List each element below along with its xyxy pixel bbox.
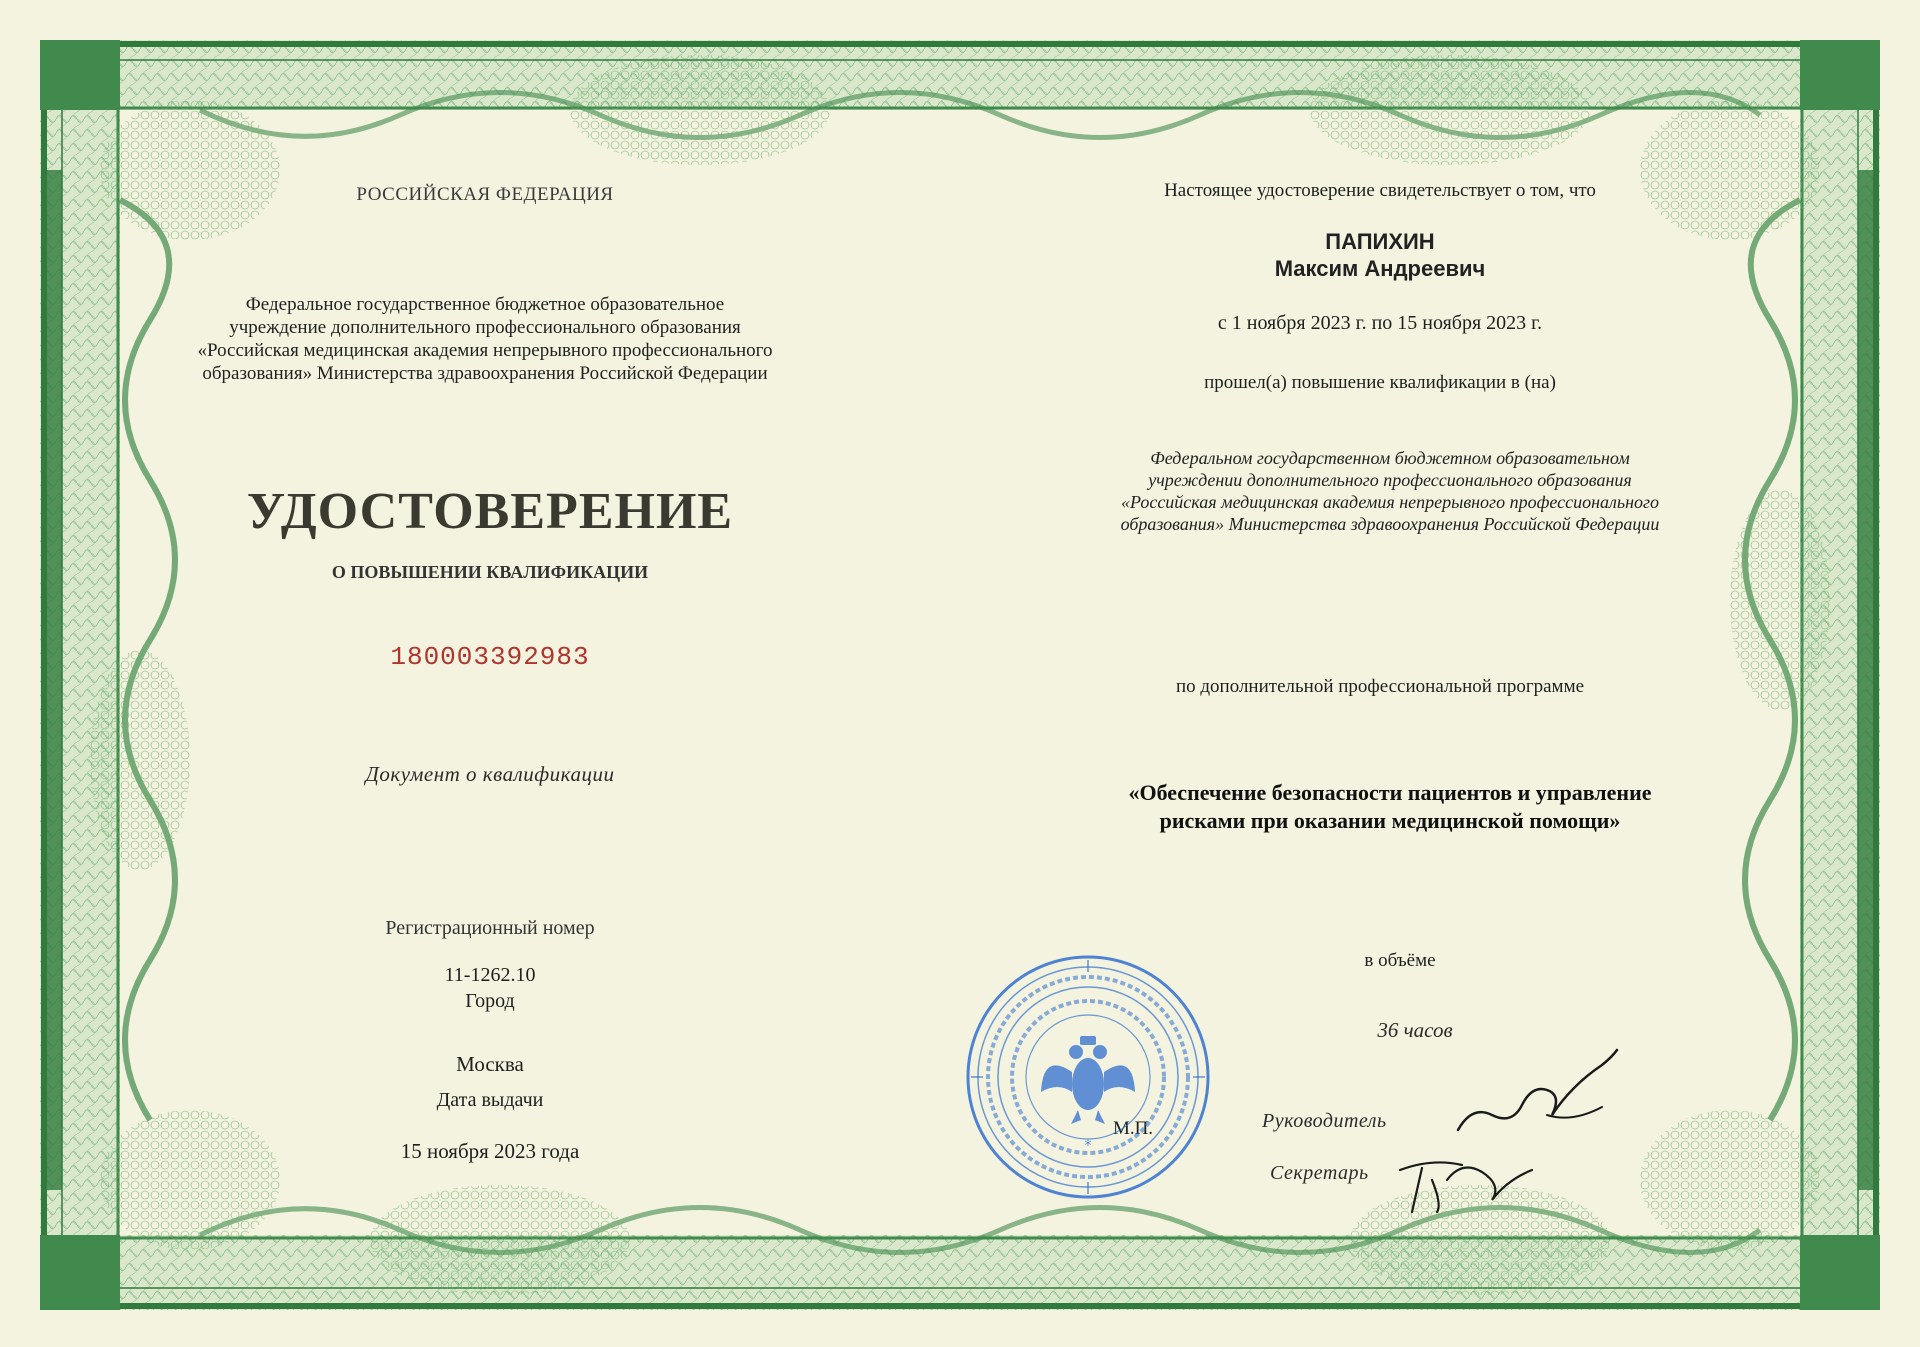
volume-hours: 36 часов <box>1377 1018 1453 1042</box>
holder-surname: ПАПИХИН <box>1325 229 1435 254</box>
secretary-signature <box>1392 1150 1542 1220</box>
issuer-institution <box>130 293 840 385</box>
training-institution-line: Федеральном государственном бюджетном образовательном <box>1150 448 1630 468</box>
document-type: Документ о квалификации <box>365 762 615 786</box>
city-value: Москва <box>456 1052 524 1076</box>
program-title-line: «Обеспечение безопасности пациентов и управление <box>1128 780 1652 805</box>
program-title <box>1070 779 1710 835</box>
registration-number: 11-1262.10 <box>444 964 536 986</box>
serial-number: 180003392983 <box>390 642 590 672</box>
issuer-line: учреждение дополнительного профессионального образования <box>229 317 741 338</box>
issue-date: 15 ноября 2023 года <box>400 1139 580 1163</box>
country-heading: РОССИЙСКАЯ ФЕДЕРАЦИЯ <box>356 184 614 205</box>
training-institution-line: «Российская медицинская академия непрерывного профессионального <box>1120 492 1660 512</box>
registration-label: Регистрационный номер <box>385 917 595 939</box>
secretary-label: Секретарь <box>1270 1162 1369 1184</box>
program-title-line: рисками при оказании медицинской помощи» <box>1159 808 1621 833</box>
issuer-line: Федеральное государственное бюджетное образовательное <box>245 294 725 315</box>
svg-text:*: * <box>1084 1138 1092 1154</box>
training-period: с 1 ноября 2023 г. по 15 ноября 2023 г. <box>1217 312 1543 334</box>
issuer-line: «Российская медицинская академия непрерывного профессионального <box>197 340 773 361</box>
issuer-line: образования» Министерства здравоохранения Российской Федерации <box>202 363 768 384</box>
issue-date-label: Дата выдачи <box>436 1089 544 1111</box>
intro-text: Настоящее удостоверение свидетельствует о том, что <box>1164 180 1596 201</box>
head-label: Руководитель <box>1262 1110 1387 1132</box>
training-institution <box>1070 447 1710 535</box>
seal-label: М.П. <box>1112 1118 1154 1139</box>
program-intro: по дополнительной профессиональной программе <box>1175 676 1585 697</box>
document-subtitle: О ПОВЫШЕНИИ КВАЛИФИКАЦИИ <box>331 562 649 582</box>
official-seal-stamp <box>963 952 1213 1202</box>
city-label: Город <box>465 990 515 1012</box>
head-signature <box>1452 1045 1622 1145</box>
passed-text: прошел(а) повышение квалификации в (на) <box>1204 372 1556 393</box>
training-institution-line: учреждении дополнительного профессионального образования <box>1148 470 1632 490</box>
volume-label: в объёме <box>1364 950 1436 971</box>
document-title: УДОСТОВЕРЕНИЕ <box>246 483 734 540</box>
training-institution-line: образования» Министерства здравоохранения Российской Федерации <box>1120 514 1660 534</box>
holder-given-names: Максим Андреевич <box>1274 256 1486 281</box>
